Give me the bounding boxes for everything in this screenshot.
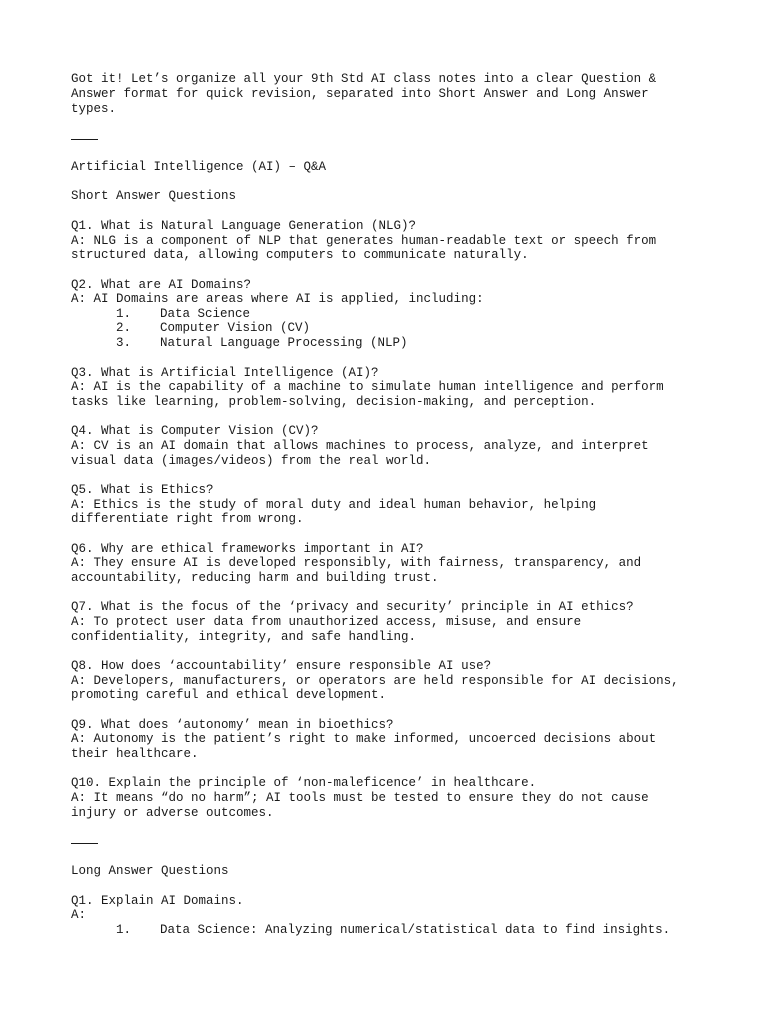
intro-line: types. xyxy=(71,102,117,116)
question-text: Q2. What are AI Domains? xyxy=(71,278,252,292)
question-text: Q7. What is the focus of the ‘privacy and security’ principle in AI ethics? xyxy=(71,600,634,614)
list-item: Data Science: Analyzing numerical/statistical data to find insights. xyxy=(160,923,671,937)
answer-text: accountability, reducing harm and building trust. xyxy=(71,571,439,585)
question-text: Q3. What is Artificial Intelligence (AI)? xyxy=(71,366,379,380)
answer-text: differentiate right from wrong. xyxy=(71,512,304,526)
answer-text: promoting careful and ethical development. xyxy=(71,688,387,702)
question-text: Q4. What is Computer Vision (CV)? xyxy=(71,424,319,438)
answer-text: A: AI Domains are areas where AI is applied, including: xyxy=(71,292,484,306)
question-text: Q5. What is Ethics? xyxy=(71,483,214,497)
question-text: Q6. Why are ethical frameworks important in AI? xyxy=(71,542,424,556)
question-text: Q1. What is Natural Language Generation (NLG)? xyxy=(71,219,417,233)
answer-text: A: It means “do no harm”; AI tools must be tested to ensure they do not cause xyxy=(71,791,649,805)
answer-text: their healthcare. xyxy=(71,747,199,761)
list-number: 1. xyxy=(116,923,132,937)
answer-text: confidentiality, integrity, and safe handling. xyxy=(71,630,417,644)
document-title: Artificial Intelligence (AI) – Q&A xyxy=(71,160,327,174)
answer-text: A: AI is the capability of a machine to simulate human intelligence and perform xyxy=(71,380,664,394)
answer-text: A: They ensure AI is developed responsibly, with fairness, transparency, and xyxy=(71,556,642,570)
answer-text: A: xyxy=(71,908,87,922)
separator-line xyxy=(71,139,98,140)
answer-text: A: Ethics is the study of moral duty and ideal human behavior, helping xyxy=(71,498,597,512)
question-text: Q10. Explain the principle of ‘non-maleficence’ in healthcare. xyxy=(71,776,537,790)
long-answer-heading: Long Answer Questions xyxy=(71,864,229,878)
answer-text: A: Developers, manufacturers, or operators are held responsible for AI decisions, xyxy=(71,674,679,688)
answer-text: tasks like learning, problem-solving, decision-making, and perception. xyxy=(71,395,597,409)
answer-text: A: To protect user data from unauthorized access, misuse, and ensure xyxy=(71,615,582,629)
answer-text: structured data, allowing computers to communicate naturally. xyxy=(71,248,529,262)
list-item: Natural Language Processing (NLP) xyxy=(160,336,408,350)
answer-text: visual data (images/videos) from the real world. xyxy=(71,454,432,468)
question-text: Q1. Explain AI Domains. xyxy=(71,894,244,908)
question-text: Q8. How does ‘accountability’ ensure responsible AI use? xyxy=(71,659,492,673)
separator-line xyxy=(71,843,98,844)
list-number: 3. xyxy=(116,336,132,350)
answer-text: injury or adverse outcomes. xyxy=(71,806,274,820)
answer-text: A: CV is an AI domain that allows machines to process, analyze, and interpret xyxy=(71,439,649,453)
short-answer-heading: Short Answer Questions xyxy=(71,189,237,203)
list-item: Computer Vision (CV) xyxy=(160,321,311,335)
intro-line: Answer format for quick revision, separated into Short Answer and Long Answer xyxy=(71,87,649,101)
list-number: 1. xyxy=(116,307,132,321)
list-number: 2. xyxy=(116,321,132,335)
list-item: Data Science xyxy=(160,307,251,321)
answer-text: A: Autonomy is the patient’s right to make informed, uncoerced decisions about xyxy=(71,732,657,746)
intro-line: Got it! Let’s organize all your 9th Std AI class notes into a clear Question & xyxy=(71,72,657,86)
question-text: Q9. What does ‘autonomy’ mean in bioethics? xyxy=(71,718,394,732)
answer-text: A: NLG is a component of NLP that generates human-readable text or speech from xyxy=(71,234,657,248)
